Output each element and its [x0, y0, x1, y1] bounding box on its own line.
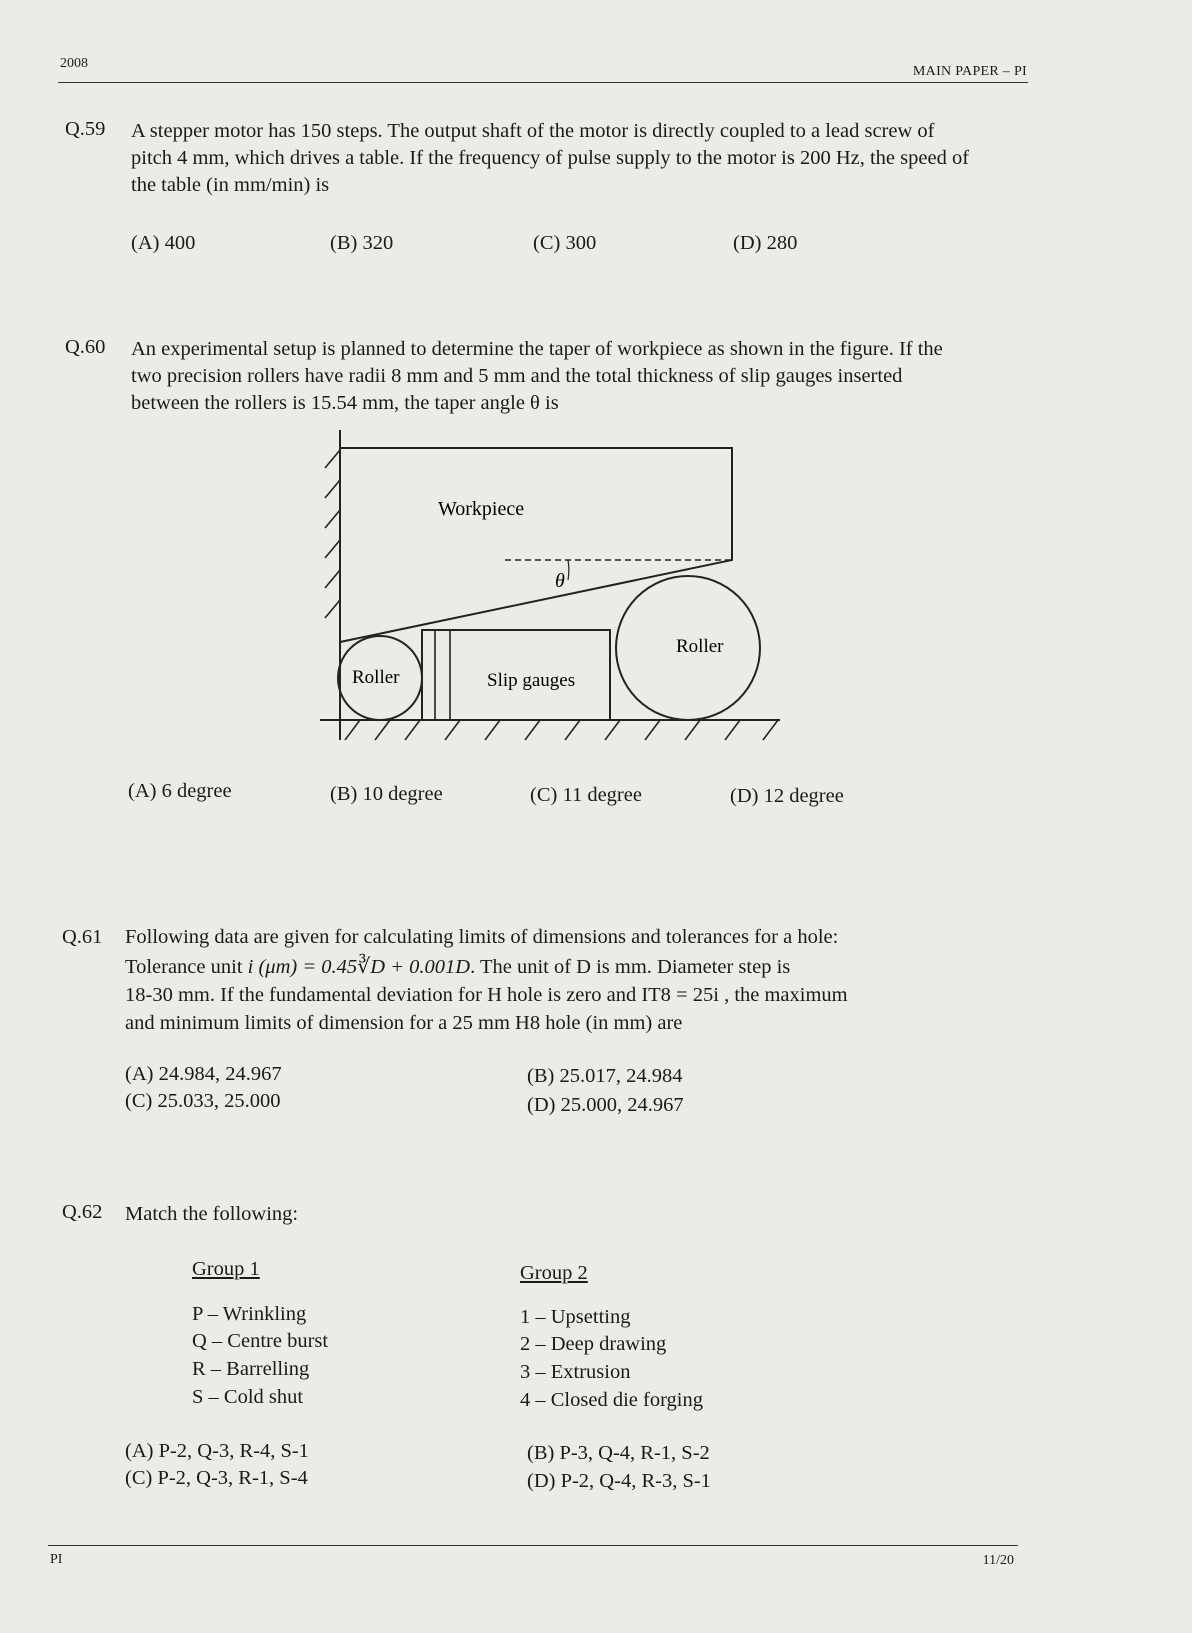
wall-hatching [325, 450, 340, 618]
footer-page-number: 11/20 [982, 1553, 1014, 1568]
q61-option-d: (D) 25.000, 24.967 [527, 1094, 684, 1116]
q62-option-a: (A) P-2, Q-3, R-4, S-1 [125, 1440, 309, 1462]
q59-option-a: (A) 400 [131, 232, 196, 254]
q62-option-d: (D) P-2, Q-4, R-3, S-1 [527, 1470, 711, 1492]
q61-number: Q.61 [62, 926, 103, 948]
q60-option-c: (C) 11 degree [530, 784, 642, 806]
q59-option-c: (C) 300 [533, 232, 597, 254]
q59-text: A stepper motor has 150 steps. The output shaft of the motor is directly coupled to a lead screw of pitch 4 mm, which drives a table. If the frequency of pulse supply to the motor is 200 Hz, the speed of the table (in mm/min) is [131, 120, 970, 196]
group2-item: 4 – Closed die forging [520, 1389, 703, 1411]
q62-number: Q.62 [62, 1201, 103, 1223]
q60-option-d: (D) 12 degree [730, 785, 844, 807]
q62-option-b: (B) P-3, Q-4, R-1, S-2 [527, 1442, 710, 1464]
q59-option-b: (B) 320 [330, 232, 394, 254]
group1-item: R – Barrelling [192, 1358, 310, 1380]
q59-number: Q.59 [65, 118, 106, 140]
group1-title: Group 1 [192, 1258, 260, 1280]
footer-code: PI [50, 1552, 63, 1567]
theta-arc [568, 560, 569, 580]
q61-line2 [125, 954, 790, 979]
q61-option-b: (B) 25.017, 24.984 [527, 1065, 683, 1087]
q60-option-a: (A) 6 degree [128, 780, 232, 802]
q59-option-d: (D) 280 [733, 232, 798, 254]
taper-figure [300, 420, 800, 780]
q60-option-b: (B) 10 degree [330, 783, 443, 805]
header-year: 2008 [60, 56, 88, 71]
q62-option-c: (C) P-2, Q-3, R-1, S-4 [125, 1467, 308, 1489]
q61-formula: i (μm) = 0.45∛D + 0.001D [247, 956, 471, 978]
header-rule [58, 82, 1028, 83]
q61-option-c: (C) 25.033, 25.000 [125, 1090, 281, 1112]
group2-title: Group 2 [520, 1262, 588, 1284]
q60-number: Q.60 [65, 336, 106, 358]
q61-line2-prefix: Tolerance unit [125, 956, 248, 978]
workpiece-label: Workpiece [438, 498, 525, 520]
group2-item: 3 – Extrusion [520, 1361, 631, 1383]
group1-item: Q – Centre burst [192, 1330, 329, 1352]
group2-item: 1 – Upsetting [520, 1306, 631, 1328]
slip-gauges-label: Slip gauges [487, 670, 576, 691]
q62-text: Match the following: [125, 1203, 299, 1225]
group1-item: S – Cold shut [192, 1386, 304, 1408]
q60-text: An experimental setup is planned to determine the taper of workpiece as shown in the figure. If the two precision rollers have radii 8 mm and 5 mm and the total thickness of slip gauges inserted between the rollers is 15.54 mm, the taper angle θ is [131, 338, 943, 414]
header-paper: MAIN PAPER – PI [912, 64, 1027, 79]
q61-line2-suffix: . The unit of D is mm. Diameter step is [470, 956, 791, 978]
workpiece-shape [340, 448, 732, 642]
base-hatching [345, 720, 778, 740]
roller-left-label: Roller [352, 667, 400, 688]
q61-line3: 18-30 mm. If the fundamental deviation for H hole is zero and IT8 = 25i , the maximum [125, 984, 848, 1006]
group1-item: P – Wrinkling [192, 1303, 307, 1325]
footer-rule [48, 1545, 1018, 1546]
roller-right-label: Roller [676, 636, 724, 657]
q61-line4: and minimum limits of dimension for a 25 mm H8 hole (in mm) are [125, 1012, 683, 1034]
q61-option-a: (A) 24.984, 24.967 [125, 1063, 282, 1085]
q61-line1: Following data are given for calculating limits of dimensions and tolerances for a hole: [125, 926, 839, 948]
theta-label: θ [555, 570, 565, 592]
group2-item: 2 – Deep drawing [520, 1333, 667, 1355]
